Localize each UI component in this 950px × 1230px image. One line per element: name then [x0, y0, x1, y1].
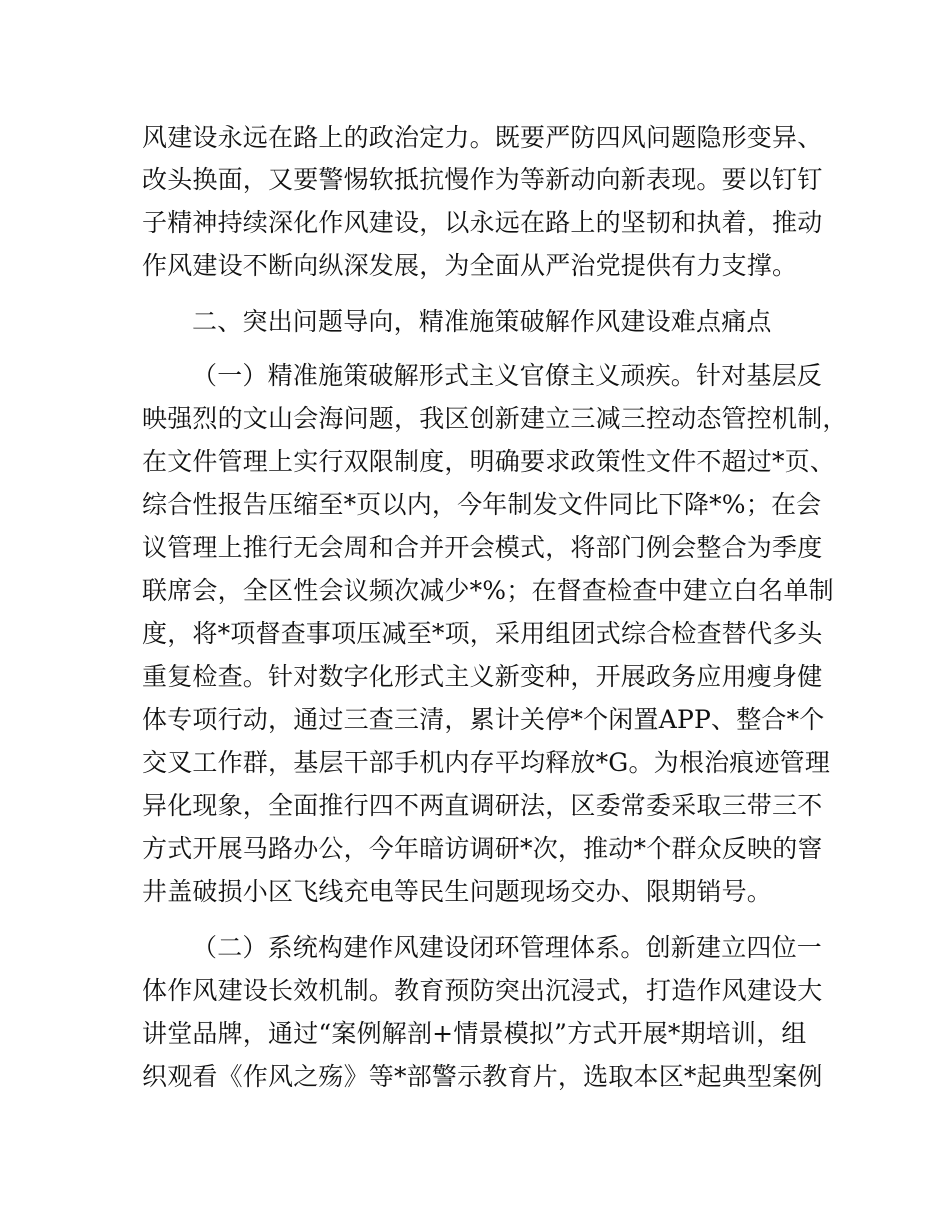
- text-line: 度，将*项督查事项压减至*项，采用组团式综合检查替代多头: [142, 619, 823, 648]
- text-line: （一）精准施策破解形式主义官僚主义顽疾。针对基层反: [192, 361, 823, 390]
- text-line: 体专项行动，通过三查三清，累计关停*个闲置APP、整合*个: [142, 705, 825, 734]
- text-line: 综合性报告压缩至*页以内，今年制发文件同比下降*%；在会: [142, 490, 822, 519]
- text-line: 织观看《作风之殇》等*部警示教育片，选取本区*起典型案例: [142, 1062, 823, 1091]
- text-line: 联席会，全区性会议频次减少*%；在督查检查中建立白名单制: [142, 576, 834, 605]
- text-line: 映强烈的文山会海问题，我区创新建立三减三控动态管控机制，: [142, 404, 848, 433]
- text-line: 体作风建设长效机制。教育预防突出沉浸式，打造作风建设大: [142, 976, 823, 1005]
- text-line: 风建设永远在路上的政治定力。既要严防四风问题隐形变异、: [142, 123, 823, 152]
- text-line: 子精神持续深化作风建设，以永远在路上的坚韧和执着，推动: [142, 208, 823, 237]
- text-line: 井盖破损小区飞线充电等民生问题现场交办、限期销号。: [142, 877, 773, 906]
- text-line: 议管理上推行无会周和合并开会模式，将部门例会整合为季度: [142, 533, 823, 562]
- text-line: 重复检查。针对数字化形式主义新变种，开展政务应用瘦身健: [142, 662, 823, 691]
- text-line: 在文件管理上实行双限制度，明确要求政策性文件不超过*页、: [142, 447, 836, 476]
- text-line: 改头换面，又要警惕软抵抗慢作为等新动向新表现。要以钉钉: [142, 165, 823, 194]
- text-line: 讲堂品牌，通过“案例解剖+情景模拟”方式开展*期培训，组: [142, 1019, 807, 1048]
- text-line: 作风建设不断向纵深发展，为全面从严治党提供有力支撑。: [142, 251, 798, 280]
- text-line: 异化现象，全面推行四不两直调研法，区委常委采取三带三不: [142, 791, 823, 820]
- text-line: 交叉工作群，基层干部手机内存平均释放*G。为根治痕迹管理: [142, 748, 831, 777]
- text-line: 方式开展马路办公，今年暗访调研*次，推动*个群众反映的窨: [142, 834, 823, 863]
- text-line: （二）系统构建作风建设闭环管理体系。创新建立四位一: [192, 933, 823, 962]
- section-heading: 二、突出问题导向，精准施策破解作风建设难点痛点: [192, 307, 772, 336]
